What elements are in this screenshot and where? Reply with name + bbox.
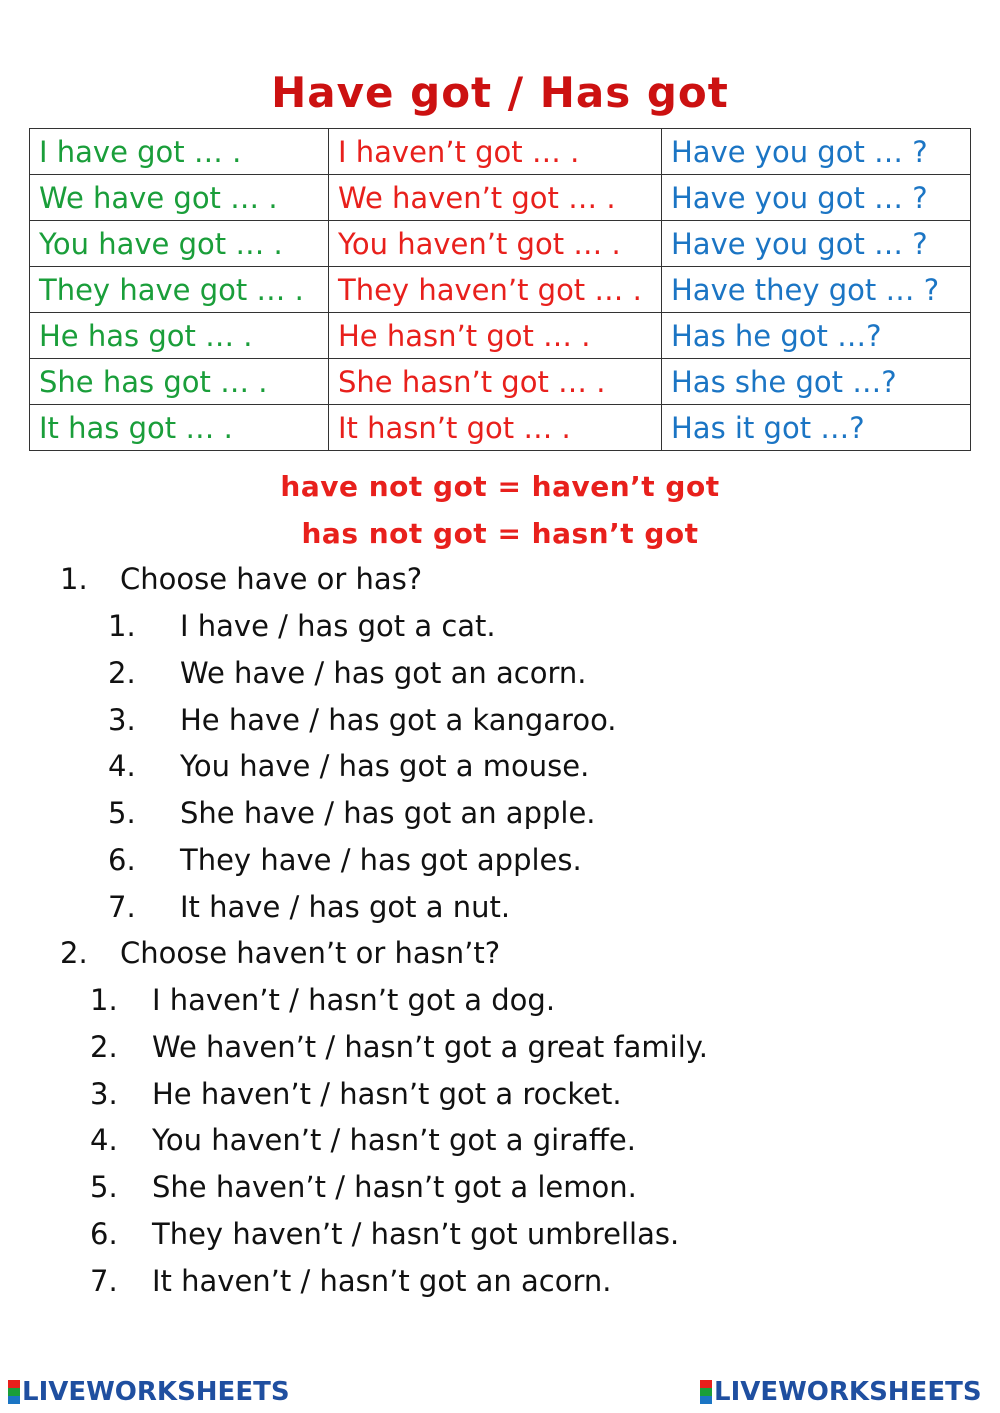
item-sentence: You have / has got a mouse. bbox=[180, 749, 590, 784]
affirmative-cell: He has got … . bbox=[30, 313, 329, 359]
list-item[interactable] bbox=[90, 1077, 622, 1111]
item-sentence: I haven’t / hasn’t got a dog. bbox=[152, 983, 556, 1017]
item-sentence: He have / has got a kangaroo. bbox=[180, 702, 617, 737]
question-cell: Have you got … ? bbox=[662, 175, 971, 221]
item-number: 5. bbox=[90, 1170, 118, 1205]
logo-text: LIVEWORKSHEETS bbox=[22, 1377, 290, 1407]
table-row bbox=[30, 313, 971, 359]
list-item[interactable] bbox=[108, 656, 586, 690]
question-cell: Has it got …? bbox=[662, 405, 971, 451]
item-number: 2. bbox=[90, 1029, 118, 1064]
item-number: 5. bbox=[108, 796, 136, 831]
affirmative-cell: You have got … . bbox=[30, 221, 329, 267]
contraction-rule-have: have not got = haven’t got bbox=[280, 470, 720, 503]
logo-badge-icon bbox=[700, 1380, 712, 1404]
logo-badge-icon bbox=[8, 1380, 20, 1404]
grammar-table bbox=[29, 128, 971, 451]
item-number: 6. bbox=[108, 843, 136, 877]
item-number: 3. bbox=[108, 702, 136, 737]
item-sentence: They haven’t / hasn’t got umbrellas. bbox=[152, 1217, 680, 1251]
list-item[interactable] bbox=[108, 890, 510, 924]
list-item[interactable] bbox=[90, 1264, 612, 1298]
question-cell: Have you got … ? bbox=[662, 221, 971, 267]
item-number: 7. bbox=[90, 1263, 118, 1298]
list-item[interactable] bbox=[90, 1217, 679, 1251]
exercise-2-number: 2. bbox=[60, 936, 88, 970]
item-number: 1. bbox=[90, 983, 118, 1017]
list-item[interactable] bbox=[108, 703, 617, 737]
question-cell: Has she got …? bbox=[662, 359, 971, 405]
affirmative-cell: I have got … . bbox=[30, 129, 329, 175]
affirmative-cell: They have got … . bbox=[30, 267, 329, 313]
list-item[interactable] bbox=[108, 796, 596, 830]
question-cell: Have you got … ? bbox=[662, 129, 971, 175]
item-sentence: It haven’t / hasn’t got an acorn. bbox=[152, 1263, 612, 1298]
question-cell: Has he got …? bbox=[662, 313, 971, 359]
exercise-1-heading bbox=[60, 562, 422, 596]
item-sentence: We haven’t / hasn’t got a great family. bbox=[152, 1029, 709, 1064]
item-sentence: We have / has got an acorn. bbox=[180, 655, 587, 690]
item-number: 6. bbox=[90, 1217, 118, 1251]
table-row bbox=[30, 175, 971, 221]
table-row bbox=[30, 221, 971, 267]
page-title: Have got / Has got bbox=[271, 68, 729, 117]
table-row bbox=[30, 129, 971, 175]
item-number: 4. bbox=[90, 1123, 118, 1158]
item-sentence: She haven’t / hasn’t got a lemon. bbox=[152, 1170, 637, 1205]
exercise-1-instruction: Choose have or has? bbox=[120, 562, 423, 596]
negative-cell: She hasn’t got … . bbox=[329, 359, 662, 405]
table-row bbox=[30, 267, 971, 313]
liveworksheets-logo-right bbox=[700, 1377, 982, 1407]
exercise-2-instruction: Choose haven’t or hasn’t? bbox=[120, 936, 501, 970]
affirmative-cell: She has got … . bbox=[30, 359, 329, 405]
item-number: 1. bbox=[108, 609, 136, 643]
list-item[interactable] bbox=[90, 1030, 708, 1064]
liveworksheets-logo-left bbox=[8, 1377, 290, 1407]
negative-cell: I haven’t got … . bbox=[329, 129, 662, 175]
logo-text: LIVEWORKSHEETS bbox=[714, 1377, 982, 1407]
table-row bbox=[30, 359, 971, 405]
negative-cell: We haven’t got … . bbox=[329, 175, 662, 221]
table-row bbox=[30, 405, 971, 451]
item-sentence: She have / has got an apple. bbox=[180, 796, 596, 831]
question-cell: Have they got … ? bbox=[662, 267, 971, 313]
list-item[interactable] bbox=[90, 1170, 637, 1204]
item-sentence: You haven’t / hasn’t got a giraffe. bbox=[152, 1123, 636, 1158]
list-item[interactable] bbox=[108, 843, 582, 877]
list-item[interactable] bbox=[108, 609, 496, 643]
item-sentence: He haven’t / hasn’t got a rocket. bbox=[152, 1076, 622, 1111]
contraction-rule-has: has not got = hasn’t got bbox=[301, 517, 699, 550]
affirmative-cell: It has got … . bbox=[30, 405, 329, 451]
list-item[interactable] bbox=[108, 749, 589, 783]
list-item[interactable] bbox=[90, 983, 555, 1017]
item-number: 7. bbox=[108, 889, 136, 924]
exercise-2-heading bbox=[60, 936, 500, 970]
list-item[interactable] bbox=[90, 1123, 636, 1157]
item-number: 4. bbox=[108, 749, 136, 784]
negative-cell: You haven’t got … . bbox=[329, 221, 662, 267]
item-number: 3. bbox=[90, 1076, 118, 1111]
item-sentence: It have / has got a nut. bbox=[180, 889, 511, 924]
exercise-1-number: 1. bbox=[60, 562, 88, 596]
affirmative-cell: We have got … . bbox=[30, 175, 329, 221]
item-number: 2. bbox=[108, 655, 136, 690]
negative-cell: It hasn’t got … . bbox=[329, 405, 662, 451]
negative-cell: He hasn’t got … . bbox=[329, 313, 662, 359]
item-sentence: I have / has got a cat. bbox=[180, 609, 496, 643]
item-sentence: They have / has got apples. bbox=[180, 843, 582, 877]
negative-cell: They haven’t got … . bbox=[329, 267, 662, 313]
